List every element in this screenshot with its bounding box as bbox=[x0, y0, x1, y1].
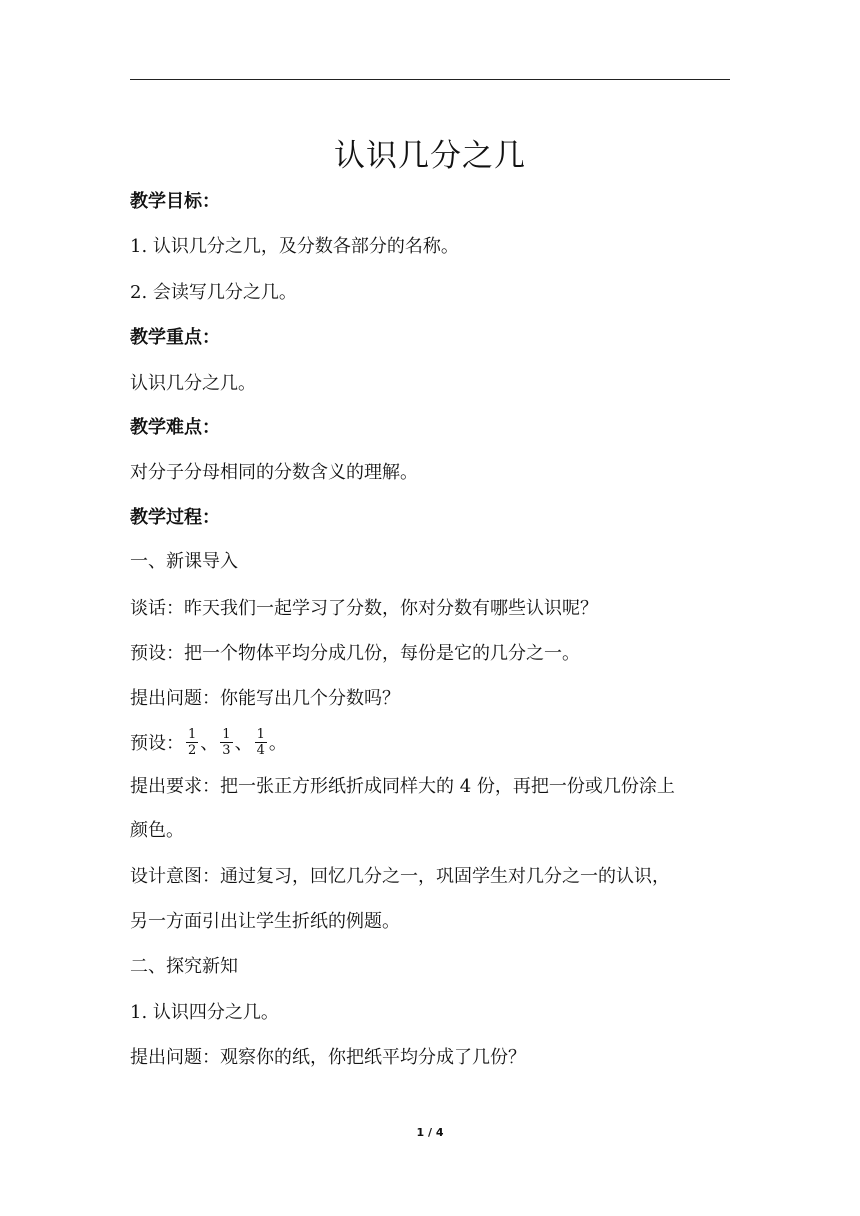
end-mark: 。 bbox=[268, 733, 287, 754]
design-line-2: 另一方面引出让学生折纸的例题。 bbox=[130, 911, 400, 932]
item1-line: 1. 认识四分之几。 bbox=[130, 1002, 279, 1023]
difficulty-heading: 教学难点： bbox=[130, 417, 220, 438]
preset2-line bbox=[130, 727, 735, 761]
denominator: 3 bbox=[222, 742, 231, 758]
document-title: 认识几分之几 bbox=[334, 138, 526, 174]
preset2-prefix: 预设： bbox=[130, 733, 184, 754]
denominator: 4 bbox=[256, 742, 265, 758]
goals-heading: 教学目标： bbox=[130, 191, 220, 212]
question2-line: 提出问题：观察你的纸，你把纸平均分成了几份？ bbox=[130, 1047, 526, 1068]
key-heading: 教学重点： bbox=[130, 327, 220, 348]
denominator: 2 bbox=[188, 742, 197, 758]
numerator: 1 bbox=[256, 726, 265, 742]
preset1-line: 预设：把一个物体平均分成几份，每份是它的几分之一。 bbox=[130, 643, 580, 664]
design-line-1: 设计意图：通过复习，回忆几分之一，巩固学生对几分之一的认识， bbox=[130, 866, 670, 887]
goal-2: 2. 会读写几分之几。 bbox=[130, 282, 297, 303]
fraction-one-third bbox=[220, 727, 232, 758]
talk-line: 谈话：昨天我们一起学习了分数，你对分数有哪些认识呢？ bbox=[130, 598, 598, 619]
numerator: 1 bbox=[222, 726, 231, 742]
key-text: 认识几分之几。 bbox=[130, 373, 256, 394]
requirement-line-2: 颜色。 bbox=[130, 820, 184, 841]
process-heading: 教学过程： bbox=[130, 507, 220, 528]
requirement-line-1: 提出要求：把一张正方形纸折成同样大的 4 份，再把一份或几份涂上 bbox=[130, 776, 675, 797]
difficulty-text: 对分子分母相同的分数含义的理解。 bbox=[130, 462, 418, 483]
part2-title: 二、探究新知 bbox=[130, 956, 238, 977]
fraction-one-quarter bbox=[255, 727, 267, 758]
numerator: 1 bbox=[188, 726, 197, 742]
question1-line: 提出问题：你能写出几个分数吗？ bbox=[130, 688, 400, 709]
separator: 、 bbox=[234, 733, 253, 754]
part1-title: 一、新课导入 bbox=[130, 551, 238, 572]
separator: 、 bbox=[200, 733, 219, 754]
header-rule bbox=[130, 79, 730, 80]
page-number: 1 / 4 bbox=[416, 1126, 444, 1139]
fraction-one-half bbox=[186, 727, 198, 758]
goal-1: 1. 认识几分之几，及分数各部分的名称。 bbox=[130, 236, 459, 257]
